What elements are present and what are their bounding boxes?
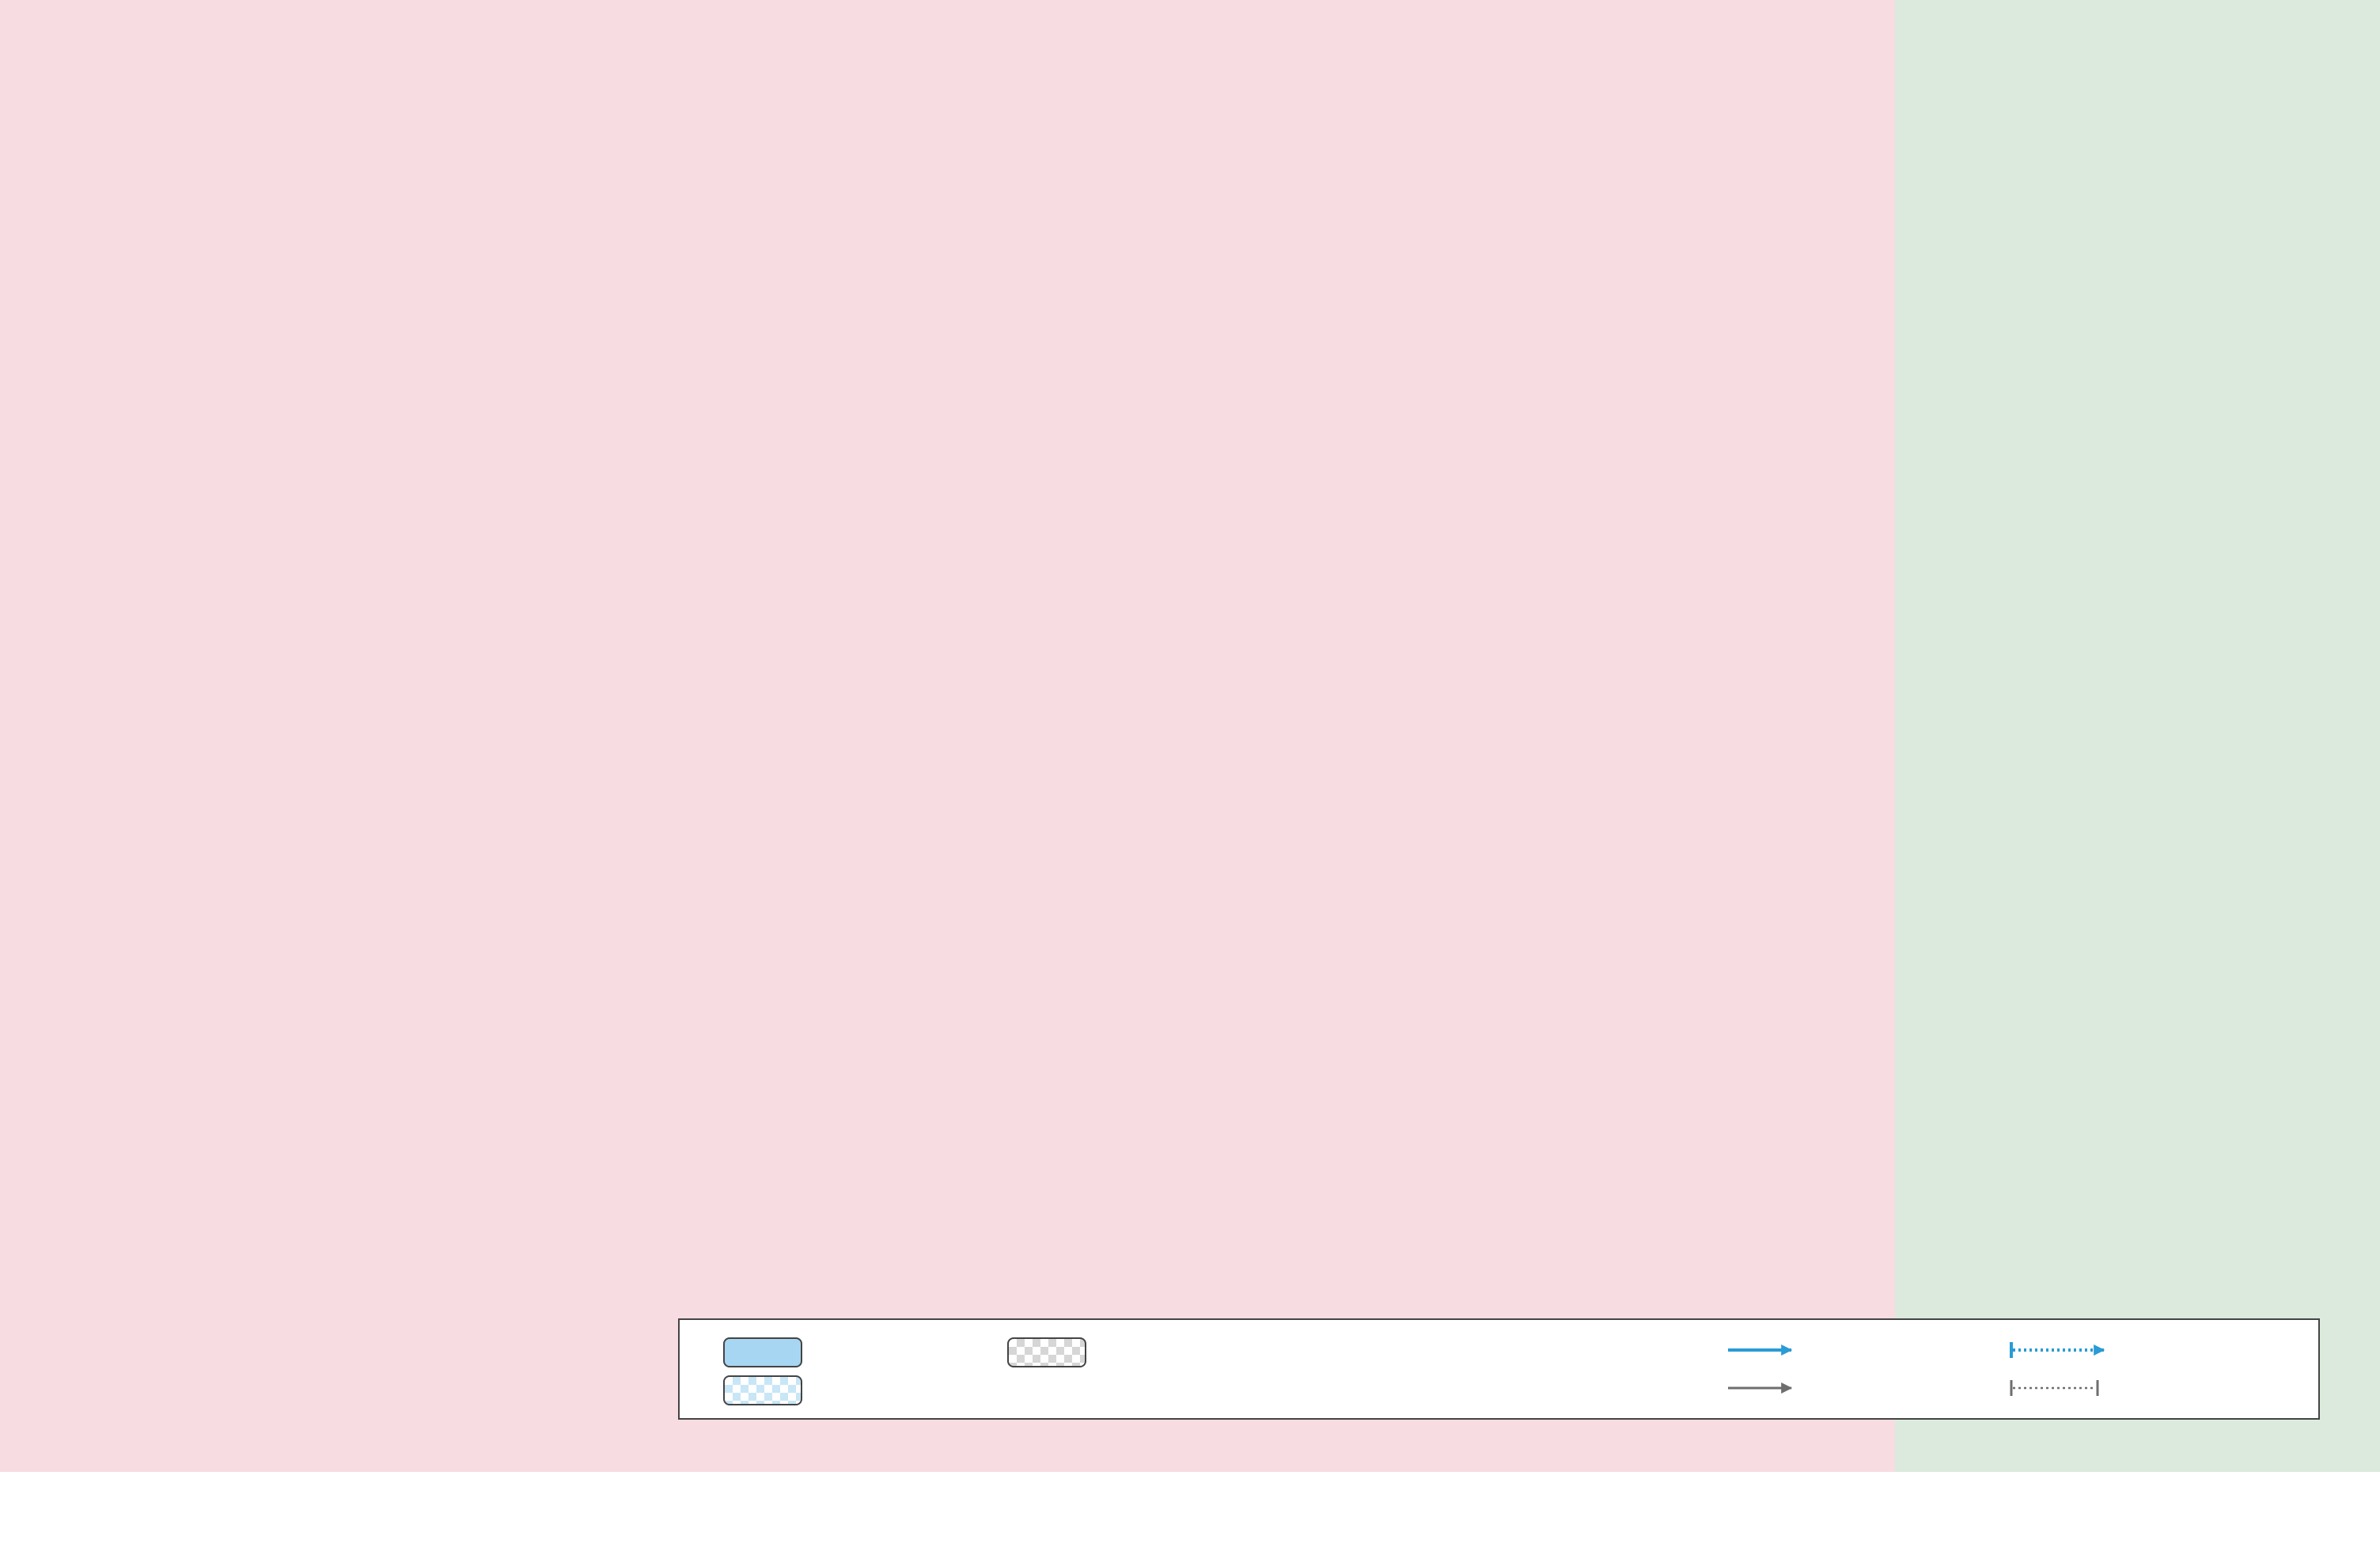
- legend-line-samples: [680, 1320, 2321, 1421]
- legend: [678, 1318, 2320, 1420]
